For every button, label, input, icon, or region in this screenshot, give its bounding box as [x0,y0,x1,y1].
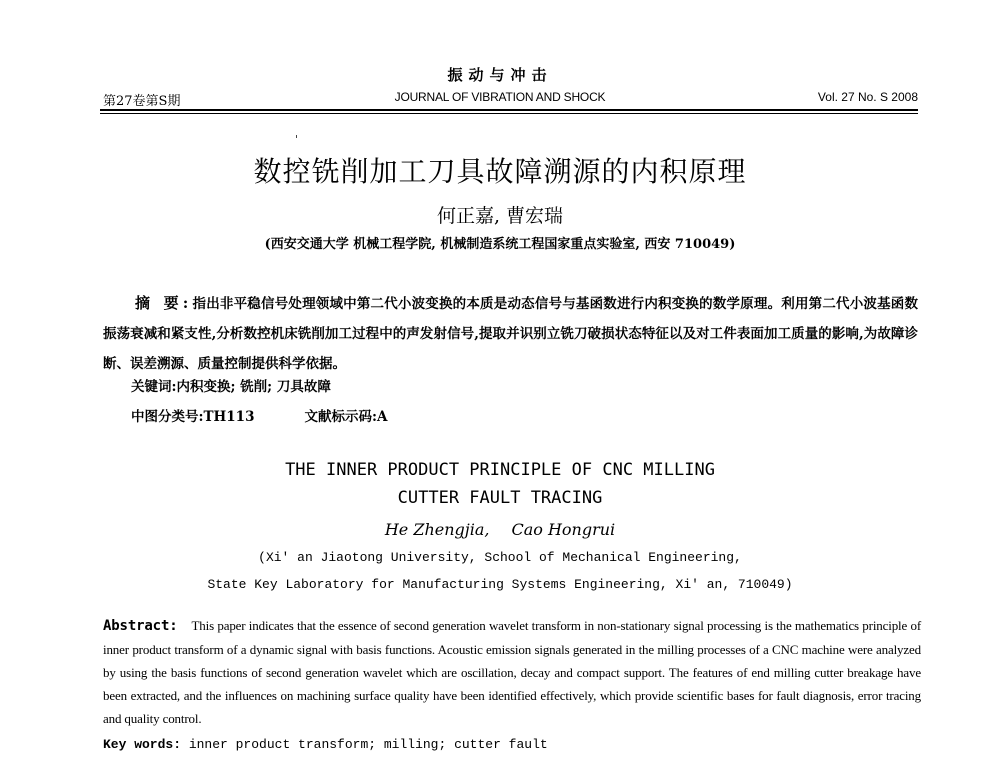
keywords-en [103,737,548,752]
abstract-cn-paragraph [103,288,918,379]
abstract-en-text: This paper indicates that the essence of second generation wavelet transform in non-stationary signal processing is the mathematics principle of inner product transform of a dynamic signal with basis functions. Acoustic emission signals generated in the milling processes of a CNC machine were analyzed by using the basis functions of second generation wavelet which are oscillation, decay and compact support. The features of end milling cutter breakage have been extracted, and the influences on machining surface quality have been identified effectively, which provide scientific bases for fault diagnosis, error tracing and quality control. [103,618,921,726]
abstract-en-label: Abstract: [103,618,178,634]
scan-speck [296,135,297,138]
keywords-cn-text: 内积变换; 铣削; 刀具故障 [176,379,331,395]
paper-title-en-line1: THE INNER PRODUCT PRINCIPLE OF CNC MILLING [285,460,715,480]
doc-code-label: 文献标示码: [304,409,377,425]
keywords-cn [131,375,331,395]
classification-cn [131,405,387,425]
doc-code-value: A [376,409,388,425]
clc-label: 中图分类号: [131,409,204,425]
abstract-cn-text: 指出非平稳信号处理领域中第二代小波变换的本质是动态信号与基函数进行内积变换的数学原理。利用第二代小波基函数振荡衰减和紧支性,分析数控机床铣削加工过程中的声发射信号,提取并识别立铣刀破损状态特征以及对工件表面加工质量的影响,为故障诊断、误差溯源、质量控制提供科学依据。 [103,296,919,372]
header-rule-thin [100,113,918,114]
header-rule-thick [100,109,918,111]
journal-name-cn: 振动与冲击 [447,66,553,84]
author-en-1: He Zhengjia, [384,520,490,539]
paper-title-en [0,456,1000,512]
abstract-cn [103,288,918,379]
paper-title-cn: 数控铣削加工刀具故障溯源的内积原理 [253,155,747,188]
author-en-2: Cao Hongrui [511,520,616,539]
authors-cn: 何正嘉, 曹宏瑞 [436,205,564,227]
abstract-en [103,614,921,730]
authors-en [0,520,1000,539]
clc-value: TH113 [203,409,255,425]
paper-title-en-line2: CUTTER FAULT TRACING [397,488,603,508]
affiliation-cn: (西安交通大学 机械工程学院, 机械制造系统工程国家重点实验室, 西安 710049) [264,237,736,252]
issue-info-en: Vol. 27 No. S 2008 [817,90,918,104]
issue-info-cn: 第27卷第S期 [103,94,181,109]
journal-name-en: JOURNAL OF VIBRATION AND SHOCK [394,90,606,104]
keywords-en-text: inner product transform; milling; cutter fault [188,737,548,752]
abstract-cn-label: 摘 要: [135,294,193,312]
affiliation-en-line2: State Key Laboratory for Manufacturing Systems Engineering, Xi' an, 710049) [207,577,793,592]
keywords-en-label: Key words: [103,737,182,752]
affiliation-en-line1: (Xi' an Jiaotong University, School of Mechanical Engineering, [258,550,742,565]
keywords-cn-label: 关键词: [131,379,177,395]
